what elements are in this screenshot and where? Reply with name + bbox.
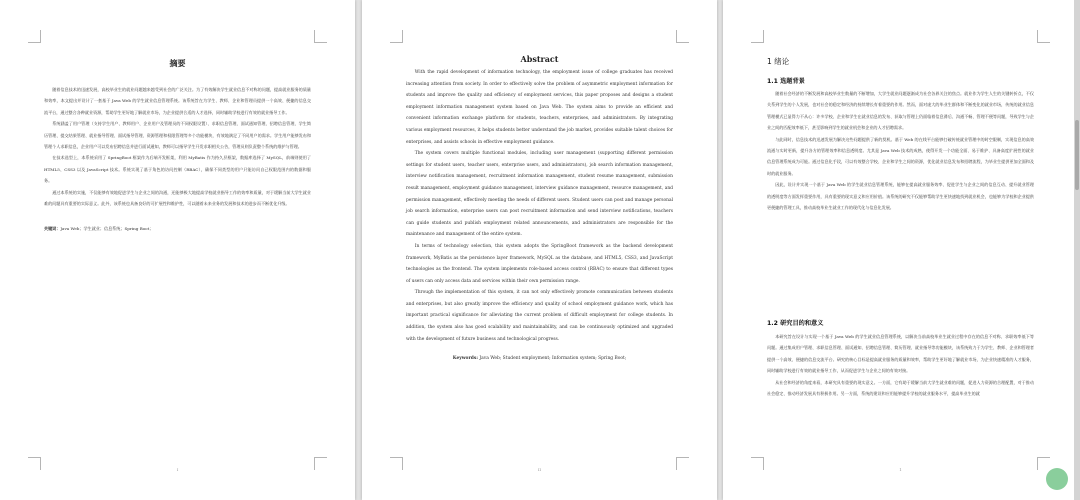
paragraph: In terms of technology selection, this system adopts the SpringBoot framework as the backend development framework, MyBatis as the persistence layer framework, MySQL as the database, and HTML5, CSS3, and JavaScript technologies as the frontend. The system implements role-based access control (RBAC) to ensure that different types of users can only access data and services within their own permission range. [406, 243, 673, 284]
scrollbar-thumb[interactable] [1075, 120, 1079, 190]
paragraph: 通过本系统的实施，不仅能够有效地促进学生与企业之间的沟通，还能够极大地提高学校就业指导工作的效率和质量，对于缓解当前大学生就业难的问题具有重要的实际意义。此外，该系统也具备良好的可扩展性和维护性，可以随着未来业务的发展和技术的进步而不断优化升级。 [44, 189, 311, 207]
keywords-label: 关键词： [44, 226, 61, 232]
paragraph: 从社会和经济的角度来看，本研究具有重要的现实意义。一方面，它有助于缓解当前大学生就业难的问题，促进人力资源的合理配置，对于推动社会稳定、推动经济发展具有积极作用。另一方面，系统的建设和应用能够提升学校的就业服务水平，提高毕业生的就 [767, 379, 1034, 397]
keywords-value: Java Web；学生就业；信息系统；Spring Boot； [60, 226, 154, 232]
paragraph: The system covers multiple functional modules, including user management (supporting different permission settings for student users, teacher users, enterprise users, and administrators), job search information management, interview notification management, recruitment information management, student resume management, submission result management, employment guidance management, interview guidance management, resource management, and permission management, effectively meeting the needs of different users. Student users can post and manage personal job search information, enterprise users can post recruitment information and send interview notifications, teachers can guide students and publish employment related announcements, and administrators are responsible for the maintenance and management of the entire system. [406, 151, 673, 238]
page-corner-mark [1037, 30, 1050, 43]
page-number: 1 [899, 467, 902, 472]
vertical-scrollbar[interactable] [1074, 0, 1080, 500]
section-heading: 1.1 选题背景 [767, 78, 805, 85]
keywords-value: Java Web; Student employment; Information system; Spring Boot; [479, 356, 627, 362]
paragraph: 随着社会经济的不断发展和高校毕业生数量的不断增加，大学生就业问题逐渐成为社会各界关注的焦点。就业作为学生人生的关键转折点，不仅关系到学生的个人发展，也对社会的稳定和经济的持续增长有着重要的作用。然而，面对庞大的毕业生群体和不断变化的就业市场，传统的就业信息管理模式已显得力不从心：许多学校、企业和学生在就业信息的发布、获取与管理上仍面临着信息滞后、沟通不畅、管理不便等问题，导致学生与企业之间的匹配效率低下，甚至影响到学生的就业机会和企业的人才招聘需求。 [767, 91, 1034, 131]
paragraph: 因此，设计并实现一个基于 Java Web 的学生就业信息管理系统，能够在提高就业服务效率、促进学生与企业之间的信息互动、提升就业管理的透明度等方面发挥重要作用，具有重要的现实意义和应用价值。该系统的研究不仅能够帮助学生更快速地找到就业机会，也能够为学校和企业提供更便捷的管理工具，推动高校毕业生就业工作的现代化与信息化发展。 [767, 182, 1034, 211]
keywords-line [406, 353, 673, 365]
section-body [767, 88, 1034, 213]
paragraph: Through the implementation of this system, it can not only effectively promote communication between students and enterprises, but also greatly improve the efficiency and quality of school employment guidance work, which has important practical significance for alleviating the current problem of difficult employment for college students. In addition, the system also has good scalability and maintainability, and can be continuously optimized and upgraded with the development of future business and technological progress. [406, 290, 673, 342]
paragraph: With the rapid development of information technology, the employment issue of college graduates has received increasing attention from society. In order to effectively solve the problem of asymmetric employment information for students and improve the quality and efficiency of employment services, this paper proposes and designs a student employment information management system based on Java Web. The system aims to provide an efficient and convenient information exchange platform for students, teachers, enterprises, and administrators. By integrating various employment resources, it helps students better understand the job market, provides suitable talent choices for enterprises, and assists schools in effective employment guidance. [406, 70, 673, 145]
keywords-label: Keywords: [452, 356, 478, 362]
page-corner-mark [390, 30, 403, 43]
section-heading: 1.2 研究目的和意义 [767, 320, 824, 327]
abstract-body [44, 84, 311, 235]
paragraph: 在技术选型上，本系统采用了 SpringBoot 框架作为后端开发框架，利用 MyBatis 作为持久层框架，数据库选择了 MySQL，前端则使用了 HTML5、CSS3 以及 JavaScript 技术。系统实现了基于角色的访问控制（RBAC），确保不同类型的用户只能访问自己权限范围内的数据和服务。 [44, 155, 311, 184]
page-corner-mark [28, 30, 41, 43]
page-number: I [176, 467, 179, 472]
page-title: Abstract [520, 54, 559, 64]
paragraph: 随着信息技术的迅速发展，高校毕业生的就业问题越来越受到社会的广泛关注。为了有效解决学生就业信息不对称的问题，提高就业服务的质量和效率，本文提出并设计了一套基于 Java Web 的学生就业信息管理系统。该系统旨在为学生、教师、企业和管理员提供一个高效、便捷的信息交流平台，通过整合各种就业资源，帮助学生更好地了解就业市场，为企业提供合适的人才选择，同时辅助学校进行有效的就业指导工作。 [44, 87, 311, 115]
page-abstract-cn [0, 0, 355, 500]
page-corner-mark [676, 30, 689, 43]
page-title: 摘要 [169, 58, 186, 68]
keywords-line [44, 223, 311, 234]
page-chapter-1 [723, 0, 1078, 500]
paragraph: 系统涵盖了用户管理（支持学生用户、教师用户、企业用户及管理员的不同权限设置）、求职信息管理、面试通知管理、招聘信息管理、学生简历管理、提交结果管理、就业指导管理、面试指导管理、资源管理和权限管理等多个功能模块，有效地满足了不同用户的需求。学生用户能够发布和管理个人求职信息，企业用户可以发布招聘信息并进行面试通知，教师可以指导学生开发求职相关公告，管理员则负责整个系统的维护与管理。 [44, 121, 311, 150]
paragraph: 本研究旨在设计与实现一个基于 Java Web 的学生就业信息管理系统，以解决当前高校毕业生就业过程中存在的信息不对称、求职效率低下等问题。通过集成用户管理、求职信息管理、面试通知、招聘信息管理、简历管理、就业指导等功能模块，该系统致力于为学生、教师、企业和管理者提供一个高效、便捷的信息交流平台。研究的核心目标是提高就业服务的质量和效率，帮助学生更好地了解就业市场，为企业快速精准的人才服务，同时辅助学校进行有效的就业指导工作，从而促进学生与企业之间的有效对接。 [767, 334, 1034, 374]
page-abstract-en [362, 0, 717, 500]
page-number: II [537, 467, 542, 472]
chapter-heading: 1 绪论 [767, 57, 790, 66]
section-body [767, 331, 1034, 399]
page-corner-mark [314, 30, 327, 43]
page-corner-mark [751, 30, 764, 43]
paragraph: 与此同时，信息技术的迅速发展为解决这些问题提供了新的契机。基于 Web 的在线平台能够打破传统就业管理中的时空限制，实现信息的高效流通与实时更新，提升各方的管理效率和信息透明度。尤其是 Java Web 技术的成熟，使得开发一个功能全面、易于维护、具备高度扩展性的就业信息管理系统成为可能。通过信息化手段，可以有效整合学校、企业和学生之间的资源，优化就业信息发布和招聘流程，为毕业生提供更加全面和及时的就业服务。 [767, 136, 1034, 176]
app-logo-icon [1046, 468, 1068, 490]
abstract-body [406, 67, 673, 365]
